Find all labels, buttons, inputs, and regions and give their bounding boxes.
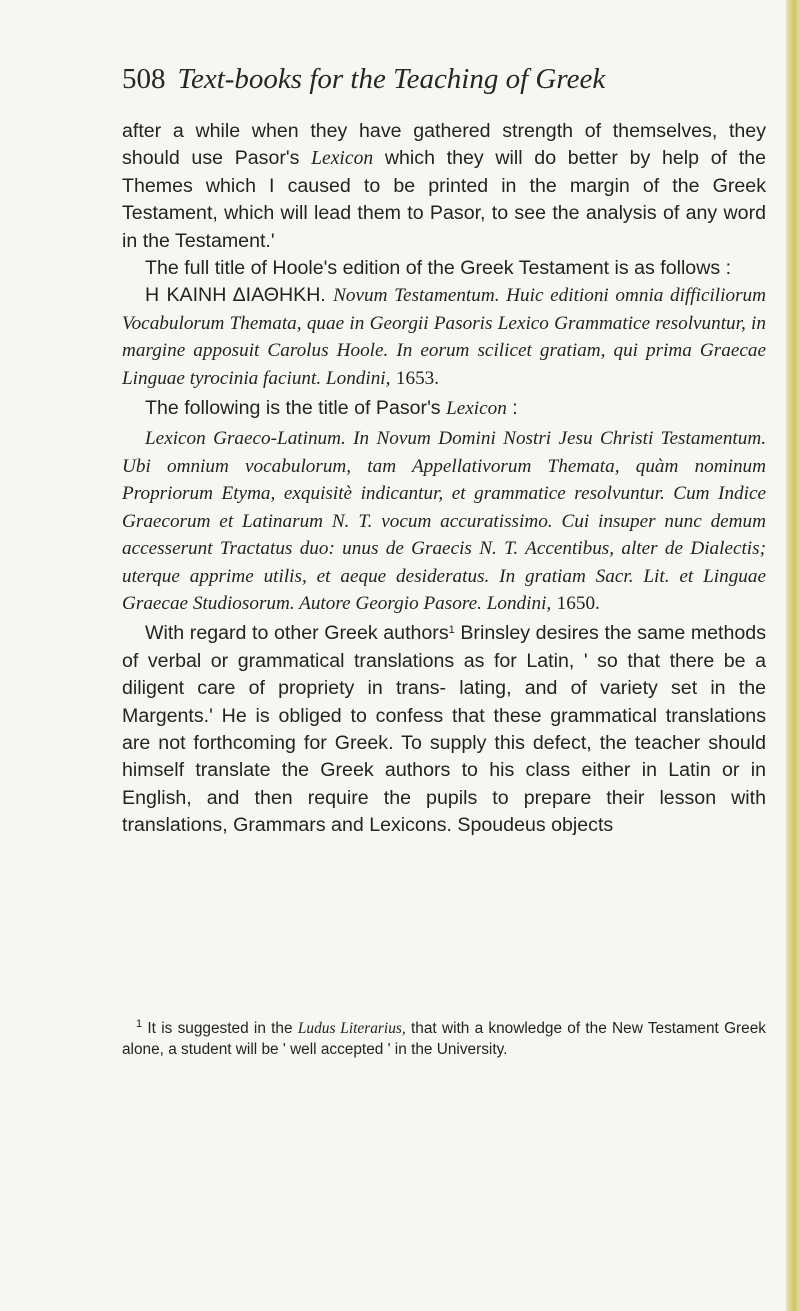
hoole-year: 1653. [395, 367, 440, 389]
main-text [122, 118, 766, 840]
paragraph-1-lexicon: Lexicon [311, 148, 374, 170]
footnote-marker: 1 [136, 1018, 143, 1030]
running-head [122, 62, 762, 96]
paragraph-4 [122, 395, 766, 422]
page-edge-strip [786, 0, 800, 1311]
pasor-title [122, 425, 766, 617]
hoole-title [122, 282, 766, 392]
paragraph-4-lexicon: Lexicon [446, 398, 507, 420]
paragraph-4-end: : [512, 397, 518, 420]
paragraph-1 [122, 118, 766, 255]
footnote-text-a: It is suggested in the [147, 1020, 293, 1037]
footnote-text-b: that with a knowledge of the New Testament Greek alone, a student will be ' well accepted ' in the University. [122, 1020, 767, 1059]
paragraph-4-text: The following is the title of Pasor's [145, 397, 441, 420]
pasor-latin-title: Lexicon Graeco-Latinum. In Novum Domini Nostri Jesu Christi Testamentum. Ubi omnium vocabulorum, tam Appellativorum Themata, quàm nominum Propriorum Etyma, exquisitè indicantur, et grammatice resolvuntur. Cum Indice Graecorum et Latinarum N. T. vocum accuratissimo. Cui insuper nunc demum accesserunt Tractatus duo: unus de Graecis N. T. Accentibus, alter de Dialectis; uterque apprime utilis, et aeque desideratus. In gratiam Sacr. Lit. et Linguae Graecae Studiosorum. Autore Georgio Pasore. Londini, [122, 428, 766, 614]
paragraph-1-text: after a while when they have gathered strength of themselves, they should use Pasor's Lexicon which they will do better by help of the Themes which I caused to be printed in the margin of the Greek Testament, which will lead them to Pasor, to see the analysis of any word in the Testament.' [122, 120, 766, 252]
hoole-greek-title: Η ΚΑΙΝΗ ΔΙΑΘΗΚΗ. [145, 284, 326, 307]
running-title: Text-books for the Teaching of Greek [177, 63, 606, 95]
paragraph-6 [122, 620, 766, 839]
hoole-latin-title: Novum Testamentum. Huic editioni omnia difficiliorum Vocabulorum Themata, quae in Georgii Pasoris Lexico Grammatice resolvuntur, in margine apposuit Carolus Hoole. In eorum scilicet gratiam, qui prima Graecae Linguae tyrocinia faciunt. Londini, [122, 285, 766, 389]
page-number: 508 [122, 63, 166, 95]
paragraph-2-text: The full title of Hoole's edition of the Greek Testament is as follows : [145, 257, 732, 280]
footnote-1 [122, 1018, 766, 1060]
paragraph-6-text-a: With regard to other Greek authors [145, 622, 449, 645]
paragraph-2 [122, 255, 766, 282]
footnote-reference: 1 [448, 624, 455, 637]
footnote-title: Ludus Literarius, [297, 1020, 406, 1037]
footnote [122, 1018, 766, 1060]
pasor-year: 1650. [556, 592, 600, 614]
paragraph-6-text-b: Brinsley desires the same methods of verbal or grammatical translations as for Latin, ' so that there be a diligent care of propriety in trans- lating, and of variety set in the Margents.' He is obliged to confess that these grammatical translations are not forthcoming for Greek. To supply this defect, the teacher should himself translate the Greek authors to his class either in Latin or in English, and then require the pupils to prepare their lesson with translations, Grammars and Lexicons. Spoudeus objects [122, 622, 766, 837]
